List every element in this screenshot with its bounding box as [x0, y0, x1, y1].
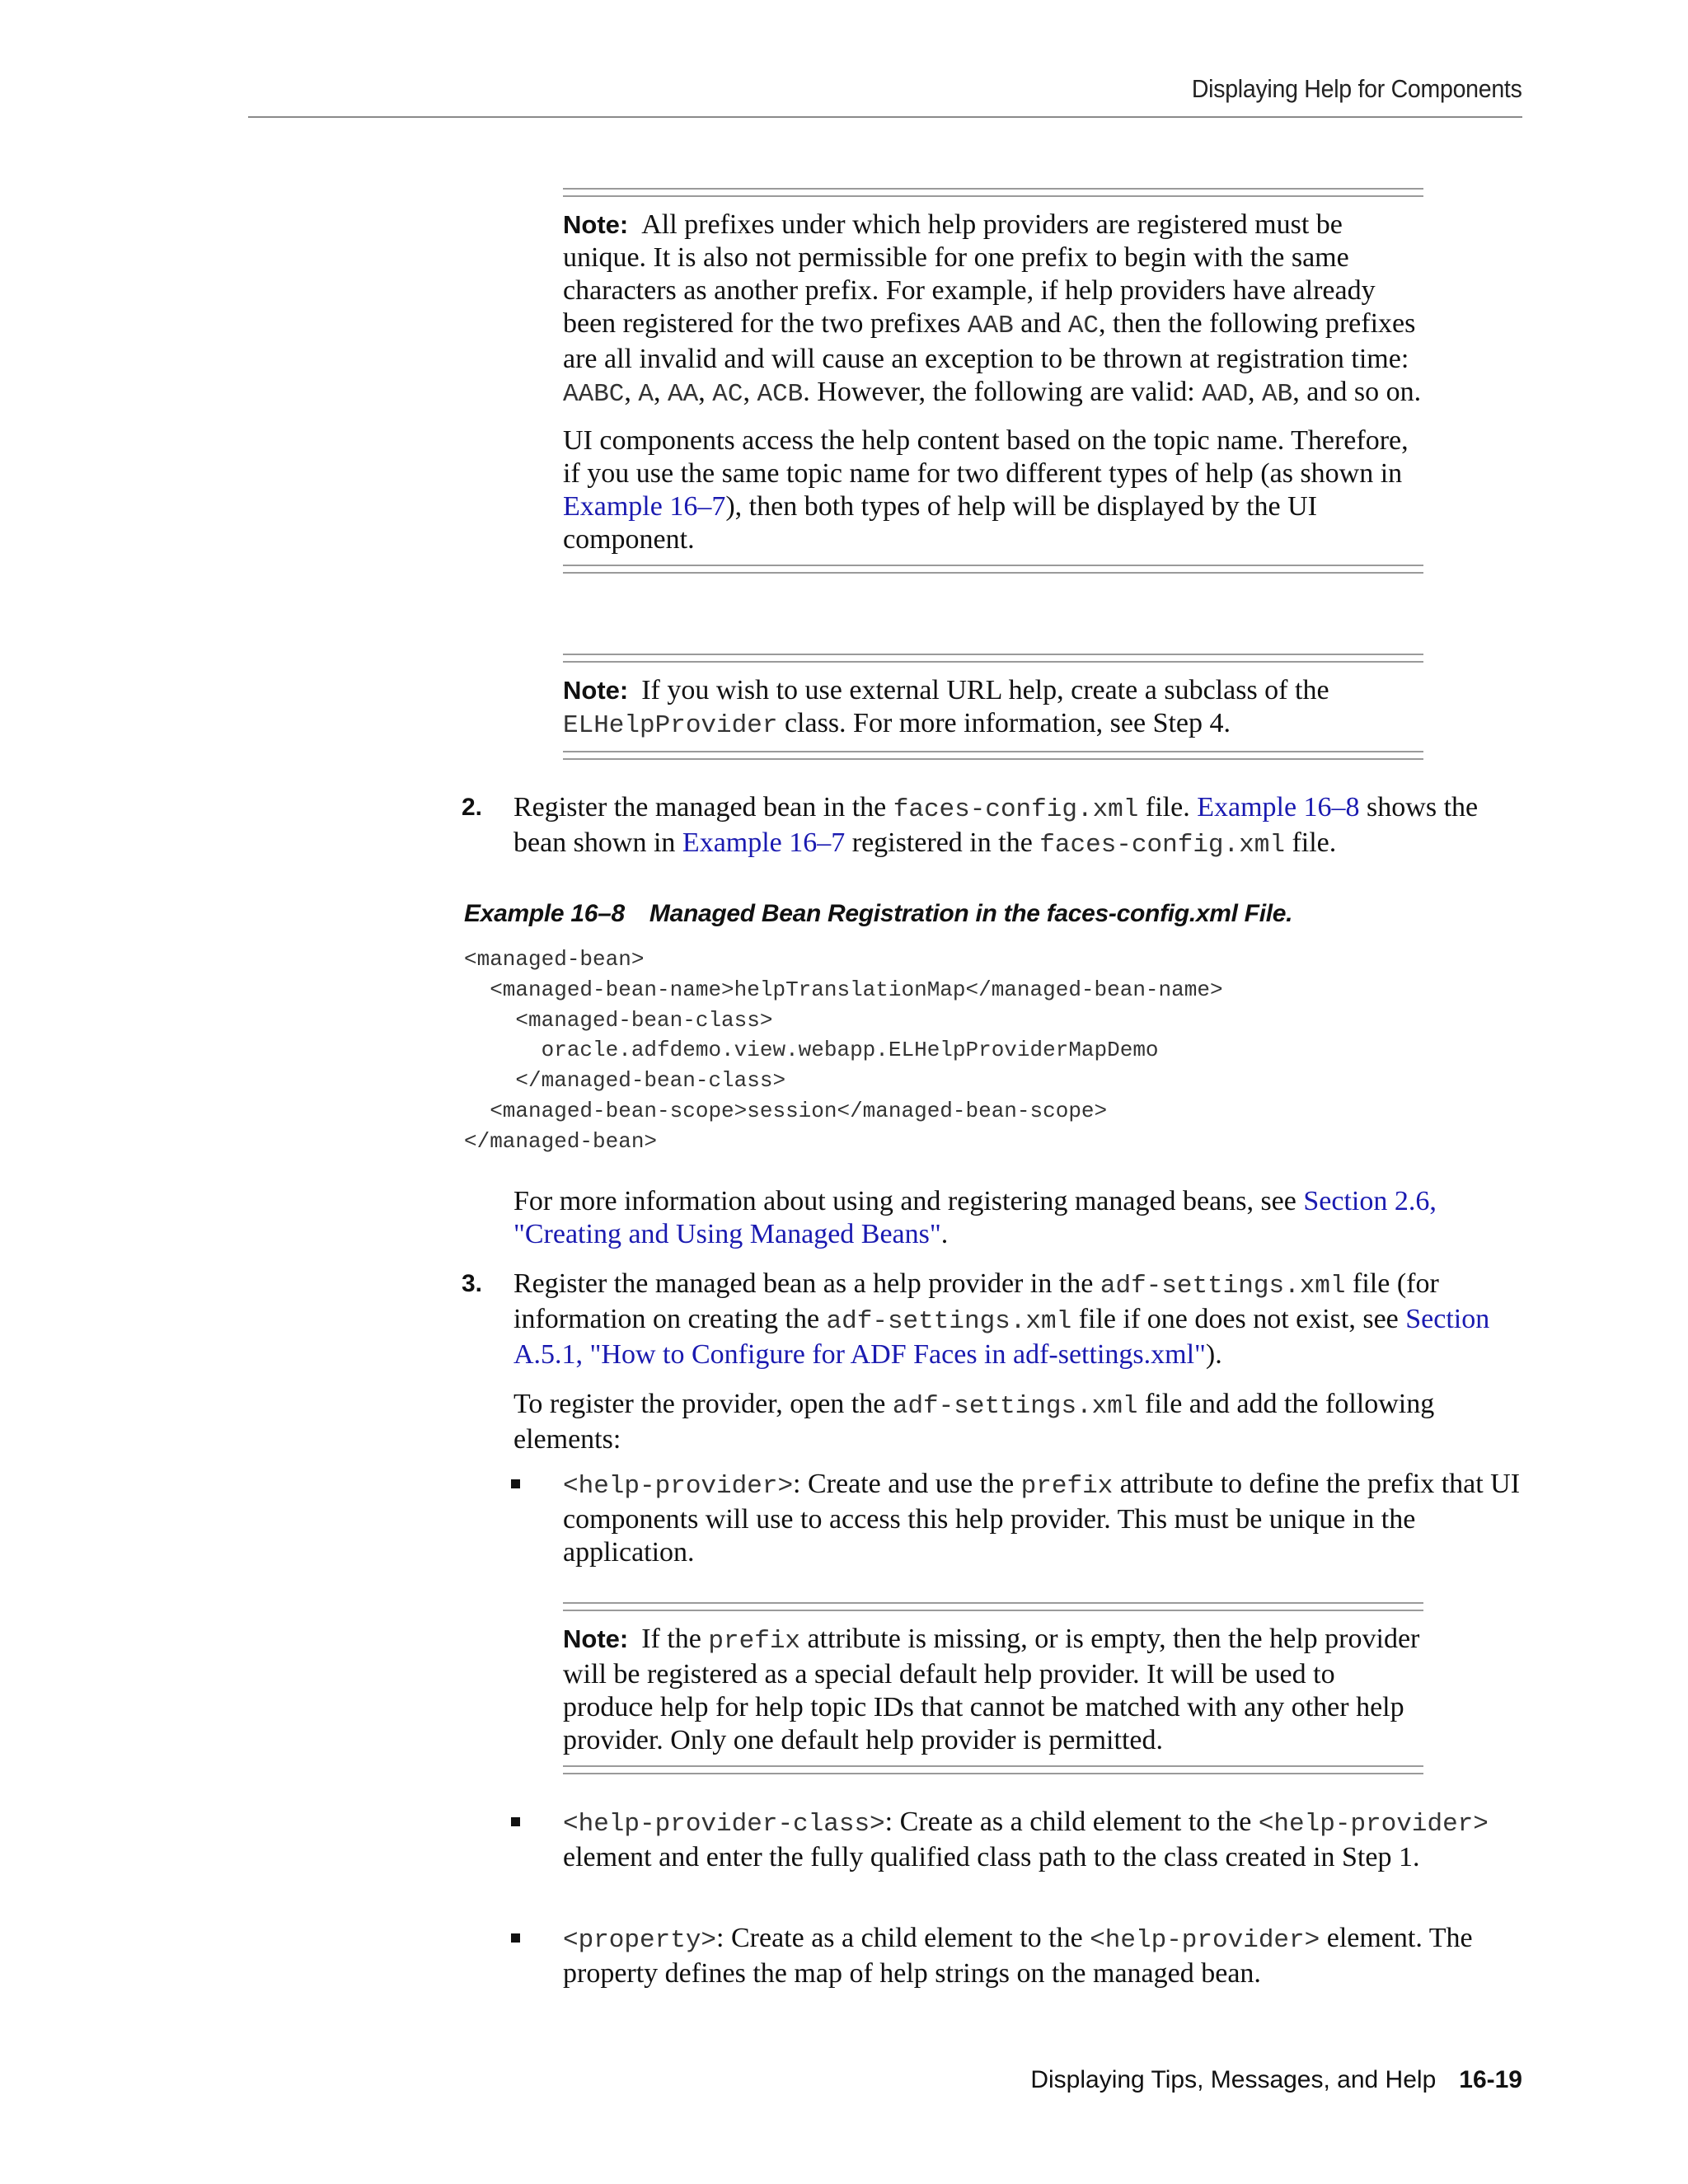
- cross-reference-link[interactable]: Section 2.6, "Creating and Using Managed Beans": [513, 1186, 1437, 1249]
- inline-text: ,: [743, 377, 757, 407]
- inline-text: If the: [641, 1624, 709, 1654]
- inline-code: prefix: [1020, 1472, 1114, 1501]
- inline-text: attribute is missing, or is empty, then the help provider will be registered as a special default help provider. It will be used to produce help for help topic IDs that cannot be matched with any other help provider. Only one default help provider is permitted.: [563, 1624, 1420, 1755]
- inline-code: <help-provider>: [1258, 1810, 1489, 1839]
- bullet-square-icon: [511, 1479, 520, 1488]
- inline-text: Register the managed bean in the: [513, 792, 893, 823]
- bullet-text: [563, 1922, 1526, 1990]
- step-number: 2.: [462, 794, 483, 821]
- inline-text: file and add the following elements:: [513, 1389, 1435, 1455]
- note-box-prefix-missing: [563, 1602, 1423, 1774]
- page-number: 16-19: [1459, 2066, 1522, 2093]
- inline-code: prefix: [708, 1627, 801, 1656]
- inline-code: AC: [712, 380, 743, 409]
- running-header: Displaying Help for Components: [1192, 74, 1522, 103]
- inline-text: file if one does not exist, see: [1071, 1304, 1406, 1334]
- inline-text: : Create as a child element to the: [716, 1923, 1090, 1953]
- inline-text: ,: [654, 377, 668, 407]
- bullet-text: [563, 1806, 1526, 1874]
- inline-text: ,: [698, 377, 713, 407]
- inline-code: AC: [1067, 312, 1100, 340]
- bullet-help-provider: [511, 1468, 1526, 1569]
- page-footer: [1030, 2066, 1522, 2094]
- cross-reference-link[interactable]: Example 16–7: [563, 491, 726, 522]
- inline-text: shows the bean shown in: [513, 792, 1479, 858]
- note-bottom-rule: [563, 1765, 1423, 1774]
- inline-code: AAB: [967, 312, 1014, 340]
- bullet-square-icon: [511, 1817, 520, 1826]
- inline-text: file.: [1138, 792, 1198, 823]
- note-bottom-rule: [563, 751, 1423, 760]
- cross-reference-link[interactable]: Example 16–7: [682, 827, 846, 858]
- inline-code: ELHelpProvider: [563, 711, 778, 740]
- inline-code: <help-provider>: [563, 1472, 794, 1501]
- cross-reference-link[interactable]: Example 16–8: [1197, 792, 1360, 823]
- header-rule: [248, 116, 1522, 118]
- note-box-prefixes: [563, 188, 1423, 574]
- inline-text: , and so on.: [1292, 377, 1422, 407]
- inline-code: <help-provider-class>: [563, 1810, 885, 1839]
- code-line: <managed-bean>: [464, 947, 645, 972]
- inline-code: AAD: [1202, 380, 1249, 409]
- bullet-text: [563, 1468, 1526, 1569]
- bullet-property: [511, 1922, 1526, 1990]
- inline-text: element. The property defines the map of help strings on the managed bean.: [563, 1923, 1473, 1989]
- inline-code: adf-settings.xml: [892, 1392, 1138, 1421]
- note-label: Note:: [563, 676, 629, 705]
- inline-text: : Create and use the: [793, 1469, 1021, 1499]
- inline-text: class. For more information, see Step 4.: [777, 708, 1231, 738]
- inline-text: , then the following prefixes are all invalid and will cause an exception to be thrown at registration time:: [563, 308, 1416, 374]
- inline-text: : Create as a child element to the: [884, 1807, 1259, 1837]
- cross-reference-link[interactable]: Section A.5.1, "How to Configure for ADF Faces in adf-settings.xml": [513, 1304, 1490, 1370]
- inline-text: ).: [1205, 1339, 1222, 1370]
- more-info-paragraph: [513, 1185, 1527, 1251]
- note-top-rule: [563, 188, 1423, 197]
- inline-text: ,: [624, 377, 639, 407]
- example-title: Managed Bean Registration in the faces-config.xml File.: [649, 900, 1293, 927]
- inline-text: UI components access the help content based on the topic name. Therefore, if you use the same topic name for two different types of help (as shown in: [563, 425, 1409, 489]
- inline-code: ACB: [757, 380, 804, 409]
- note-top-rule: [563, 1602, 1423, 1611]
- inline-text: .: [940, 1219, 949, 1249]
- code-line: <managed-bean-scope>session</managed-bean-scope>: [464, 1098, 1108, 1123]
- step-paragraph: [513, 791, 1525, 862]
- note-paragraph: [563, 1623, 1423, 1757]
- inline-text: file.: [1284, 827, 1337, 858]
- inline-text: If you wish to use external URL help, create a subclass of the: [641, 675, 1329, 705]
- note-label: Note:: [563, 1624, 629, 1653]
- step-2: [462, 791, 1525, 879]
- inline-text: Register the managed bean as a help provider in the: [513, 1268, 1100, 1299]
- inline-text: ,: [1248, 377, 1263, 407]
- step-paragraph: [513, 1268, 1525, 1371]
- note-paragraph: [563, 424, 1423, 556]
- code-line: </managed-bean-class>: [464, 1068, 786, 1094]
- inline-text: and: [1013, 308, 1068, 339]
- footer-chapter-title: Displaying Tips, Messages, and Help: [1030, 2066, 1437, 2093]
- inline-code: AB: [1262, 380, 1293, 409]
- note-label: Note:: [563, 210, 629, 239]
- code-line: oracle.adfdemo.view.webapp.ELHelpProviderMapDemo: [464, 1038, 1159, 1063]
- note-bottom-rule: [563, 565, 1423, 574]
- step-3: [462, 1268, 1525, 1473]
- note-box-external-url: [563, 654, 1423, 760]
- inline-code: AABC: [563, 380, 625, 409]
- inline-code: faces-config.xml: [893, 795, 1139, 824]
- inline-text: . However, the following are valid:: [803, 377, 1203, 407]
- code-line: <managed-bean-class>: [464, 1007, 773, 1033]
- inline-text: All prefixes under which help providers are registered must be unique. It is also not permissible for one prefix to begin with the same characters as another prefix. For example, if help providers have already been registered for the two prefixes: [563, 209, 1376, 339]
- note-top-rule: [563, 654, 1423, 663]
- inline-text: element and enter the fully qualified class path to the class created in Step 1.: [563, 1842, 1420, 1872]
- note-paragraph: [563, 209, 1423, 411]
- inline-text: ), then both types of help will be displayed by the UI component.: [563, 491, 1317, 555]
- inline-text: registered in the: [845, 827, 1040, 858]
- inline-text: For more information about using and registering managed beans, see: [513, 1186, 1304, 1216]
- inline-text: file (for information on creating the: [513, 1268, 1439, 1334]
- code-example: [464, 944, 1223, 1157]
- inline-code: AA: [668, 380, 699, 409]
- inline-code: A: [638, 380, 654, 409]
- example-caption: [464, 900, 1292, 928]
- inline-code: adf-settings.xml: [826, 1307, 1072, 1336]
- step-number: 3.: [462, 1270, 483, 1297]
- inline-code: <help-provider>: [1090, 1926, 1320, 1955]
- code-line: </managed-bean>: [464, 1128, 658, 1154]
- bullet-help-provider-class: [511, 1806, 1526, 1874]
- note-paragraph: [563, 674, 1423, 743]
- inline-text: To register the provider, open the: [513, 1389, 893, 1419]
- step-paragraph: [513, 1388, 1525, 1456]
- bullet-square-icon: [511, 1933, 520, 1943]
- inline-code: faces-config.xml: [1039, 831, 1285, 860]
- inline-code: <property>: [563, 1926, 717, 1955]
- inline-text: attribute to define the prefix that UI components will use to access this help provider. This must be unique in the application.: [563, 1469, 1521, 1568]
- code-line: <managed-bean-name>helpTranslationMap</managed-bean-name>: [464, 977, 1223, 1002]
- inline-code: adf-settings.xml: [1100, 1272, 1346, 1301]
- example-label: Example 16–8: [464, 900, 625, 927]
